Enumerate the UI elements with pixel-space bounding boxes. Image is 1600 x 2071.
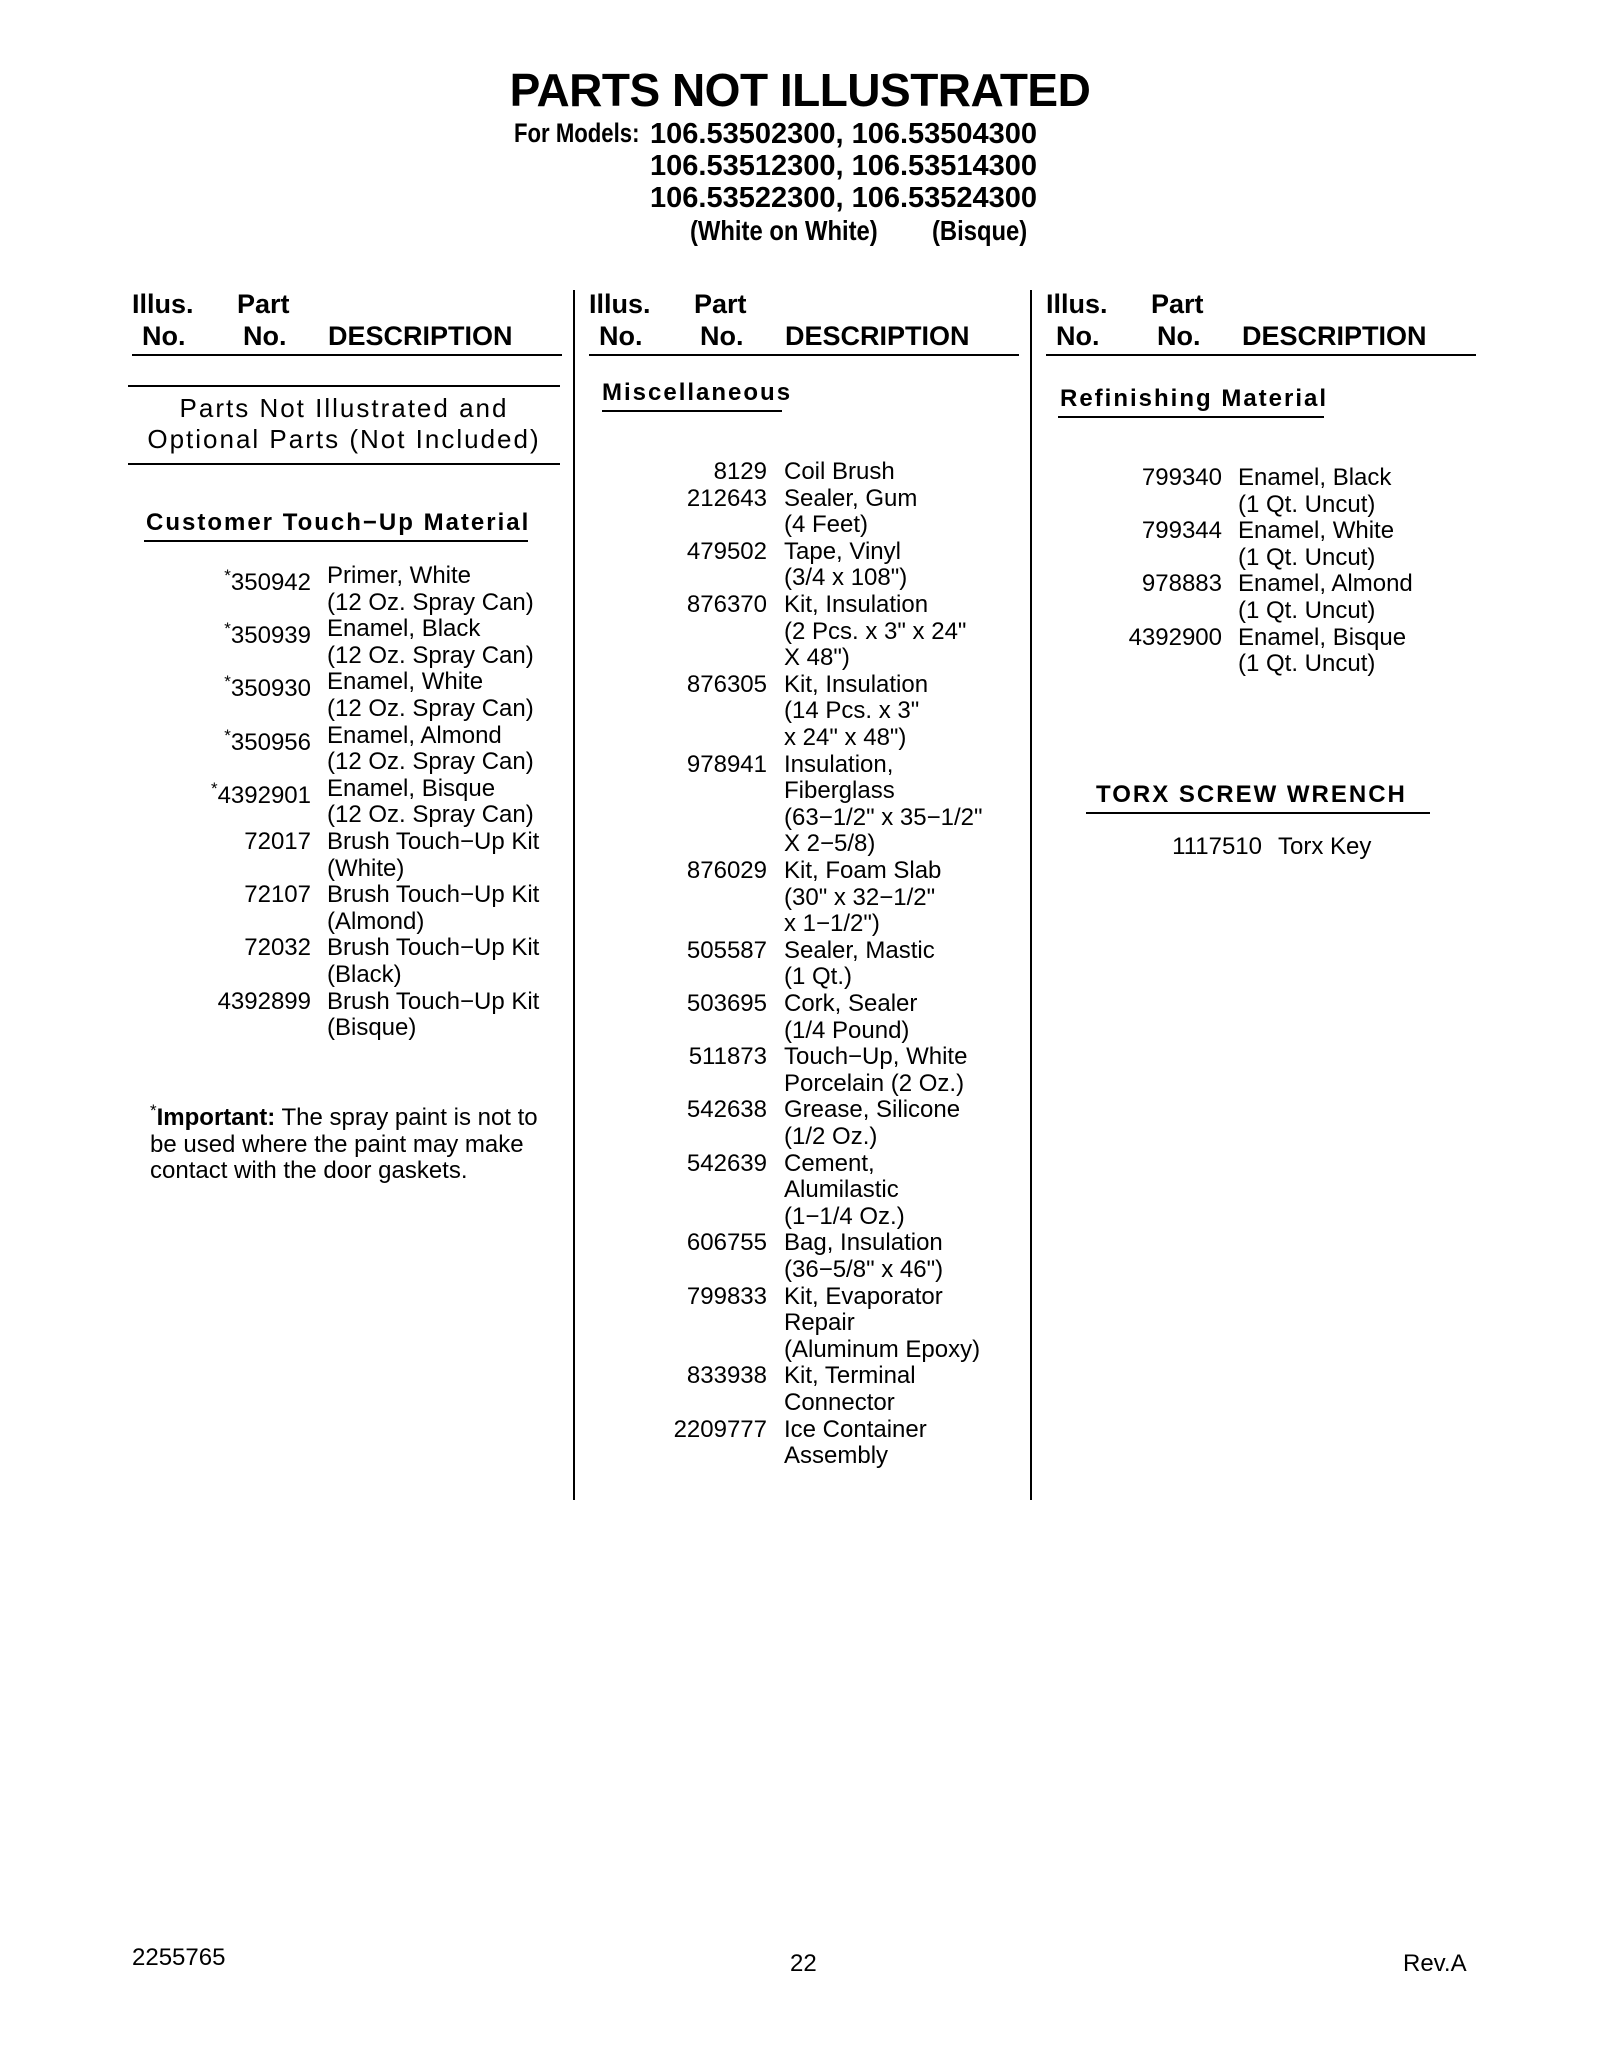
model-line-2: 106.53512300, 106.53514300 — [650, 150, 1038, 182]
part-description-continued: X 2−5/8) — [784, 830, 876, 858]
part-description: Enamel, White — [327, 668, 484, 696]
part-number — [689, 1044, 767, 1071]
part-number-text: 350930 — [230, 675, 311, 703]
part-number-text: 503695 — [686, 990, 767, 1017]
part-number-text: 350942 — [230, 569, 311, 596]
part-number — [687, 938, 767, 965]
part-number-text: 72107 — [244, 881, 311, 909]
part-row — [0, 518, 1600, 571]
part-description-continued: (3/4 x 108") — [784, 564, 908, 592]
part-number-text: 4392900 — [1128, 623, 1222, 651]
part-number — [1142, 571, 1222, 598]
part-description: Enamel, Bisque — [327, 774, 496, 802]
part-number — [687, 991, 767, 1018]
part-number-text: 2209777 — [673, 1415, 767, 1443]
finish-white-on-white: (White on White) — [690, 215, 878, 246]
note-top-rule — [128, 385, 560, 387]
section-customer-touch-up: Customer Touch−Up Material — [146, 509, 531, 536]
part-number — [687, 752, 767, 779]
part-row — [0, 625, 1600, 678]
part-number-text: 799340 — [1141, 464, 1222, 491]
part-number — [687, 858, 767, 885]
section-miscellaneous-underline — [602, 410, 782, 412]
part-description: Kit, Insulation — [784, 670, 929, 698]
part-number — [1142, 518, 1222, 545]
part-description-continued: Porcelain (2 Oz.) — [784, 1069, 965, 1097]
asterisk-marker: * — [224, 566, 231, 585]
col2-header-illus: Illus. — [589, 289, 651, 319]
part-description: Primer, White — [327, 562, 472, 589]
part-number-text: 511873 — [688, 1043, 767, 1071]
part-number-text: 799344 — [1141, 517, 1222, 545]
part-description-continued: (1 Qt. Uncut) — [1238, 490, 1376, 518]
part-description: Enamel, White — [1238, 517, 1395, 545]
parts-note-line-2: Optional Parts (Not Included) — [147, 424, 541, 454]
part-description: Kit, Foam Slab — [784, 857, 942, 884]
col2-header-description: DESCRIPTION — [785, 321, 970, 351]
part-description-continued: (1/2 Oz.) — [784, 1122, 878, 1150]
part-description: Sealer, Mastic — [784, 936, 935, 964]
part-description-continued: (Aluminum Epoxy) — [784, 1335, 981, 1363]
part-description-continued: Assembly — [784, 1442, 889, 1470]
part-description-continued: (Bisque) — [327, 1014, 417, 1042]
part-row — [0, 465, 1600, 518]
part-description-continued: (1/4 Pound) — [784, 1016, 910, 1044]
part-description-continued: x 1−1/2") — [784, 910, 880, 938]
part-description: Brush Touch−Up Kit — [327, 828, 540, 855]
part-description-continued: Repair — [784, 1309, 855, 1337]
part-description-continued: (63−1/2" x 35−1/2" — [784, 803, 983, 831]
part-description: Grease, Silicone — [784, 1096, 961, 1124]
part-description-continued: (12 Oz. Spray Can) — [327, 801, 534, 829]
part-description-continued: (1 Qt.) — [784, 963, 853, 991]
part-description: Sealer, Gum — [784, 484, 918, 512]
part-description-continued: (1 Qt. Uncut) — [1238, 596, 1376, 624]
part-description-continued: x 24" x 48") — [784, 723, 907, 751]
col2-header-illus-no: No. — [599, 321, 643, 351]
part-number — [1142, 465, 1222, 492]
part-description: Enamel, Almond — [1238, 570, 1413, 598]
part-row — [0, 987, 1600, 1044]
part-description-continued: (1 Qt. Uncut) — [1238, 543, 1376, 571]
part-number-text: 479502 — [686, 537, 767, 565]
models-label: For Models: — [514, 118, 640, 148]
part-row — [0, 938, 1600, 991]
part-description-continued: (4 Feet) — [784, 511, 869, 539]
part-description-continued: Fiberglass — [784, 777, 895, 805]
part-description: Brush Touch−Up Kit — [327, 881, 540, 909]
col3-header-part: Part — [1151, 289, 1204, 319]
part-description: Kit, Terminal — [784, 1362, 916, 1390]
part-number-text: 799833 — [686, 1282, 767, 1310]
col3-header-rule — [1046, 354, 1476, 356]
part-number — [687, 1097, 767, 1124]
part-description-continued: (2 Pcs. x 3" x 24" — [784, 617, 967, 645]
col1-header-illus-no: No. — [142, 321, 186, 351]
part-description: Enamel, Almond — [327, 721, 502, 749]
asterisk-marker: * — [224, 725, 231, 745]
part-description-continued: (12 Oz. Spray Can) — [327, 641, 534, 669]
part-description-continued: (36−5/8" x 46") — [784, 1255, 944, 1283]
part-number-text: 876029 — [686, 857, 767, 884]
col1-header-rule — [132, 354, 562, 356]
important-label: Important: — [156, 1104, 276, 1131]
section-refinishing-material-underline — [1058, 416, 1324, 418]
part-number — [687, 1284, 767, 1311]
part-number-text: 542639 — [686, 1149, 767, 1177]
part-description-continued: X 48") — [784, 644, 850, 672]
section-refinishing-material: Refinishing Material — [1060, 385, 1329, 412]
parts-note-line-1: Parts Not Illustrated and — [179, 393, 509, 423]
part-number-text: 606755 — [686, 1229, 767, 1257]
part-number — [674, 1417, 767, 1444]
part-row — [0, 1363, 1600, 1416]
finish-bisque: (Bisque) — [932, 215, 1028, 246]
part-description-continued: (White) — [327, 854, 405, 882]
model-line-1: 106.53502300, 106.53504300 — [650, 118, 1038, 150]
part-description: Brush Touch−Up Kit — [327, 934, 540, 962]
part-description-continued: (Black) — [327, 960, 402, 988]
part-number-text: 8129 — [713, 458, 767, 485]
part-description: Touch−Up, White — [784, 1043, 968, 1071]
part-row — [0, 1284, 1600, 1364]
part-number-text: 4392899 — [217, 987, 311, 1015]
part-description-continued: (12 Oz. Spray Can) — [327, 694, 534, 722]
part-description: Tape, Vinyl — [784, 537, 901, 565]
part-description: Kit, Evaporator — [784, 1282, 943, 1310]
section-torx-underline — [1086, 812, 1430, 814]
part-description: Cork, Sealer — [784, 990, 918, 1017]
part-description: Coil Brush — [784, 458, 895, 485]
part-number-text: 212643 — [686, 484, 767, 512]
part-number-text: 4392901 — [217, 781, 311, 809]
part-number-text: 978883 — [1141, 570, 1222, 598]
part-number-text: 350956 — [230, 728, 311, 756]
part-description-continued: (12 Oz. Spray Can) — [327, 588, 534, 616]
part-description-continued: Alumilastic — [784, 1176, 899, 1204]
page-title: PARTS NOT ILLUSTRATED — [509, 64, 1091, 116]
part-number-text: 833938 — [686, 1362, 767, 1390]
part-number-text: 876305 — [686, 670, 767, 698]
page-number: 22 — [790, 1950, 817, 1977]
col3-header-illus: Illus. — [1046, 289, 1108, 319]
col3-header-description: DESCRIPTION — [1242, 321, 1427, 351]
part-description: Bag, Insulation — [784, 1229, 943, 1257]
part-number-text: 505587 — [686, 936, 767, 964]
part-number — [687, 1230, 767, 1257]
part-description-continued: Connector — [784, 1388, 895, 1416]
asterisk-marker: * — [224, 619, 231, 639]
part-number-text: 72017 — [244, 828, 311, 855]
part-number — [687, 1363, 767, 1390]
part-description: Brush Touch−Up Kit — [327, 987, 540, 1015]
torx-part-number: 1117510 — [1172, 833, 1262, 860]
part-description: Kit, Insulation — [784, 591, 929, 618]
parts-note — [128, 393, 560, 455]
part-row — [0, 1097, 1600, 1150]
part-description-continued: (1−1/4 Oz.) — [784, 1202, 905, 1230]
part-description: Ice Container — [784, 1415, 927, 1443]
col1-header-part-no: No. — [243, 321, 287, 351]
part-description-continued: (30" x 32−1/2" — [784, 883, 936, 911]
part-number-text: 542638 — [686, 1096, 767, 1124]
part-description: Cement, — [784, 1149, 875, 1177]
part-description-continued: (Almond) — [327, 907, 425, 935]
section-miscellaneous: Miscellaneous — [602, 379, 793, 406]
part-row — [0, 672, 1600, 752]
col3-header-illus-no: No. — [1056, 321, 1100, 351]
part-row — [0, 571, 1600, 624]
model-line-3: 106.53522300, 106.53524300 — [650, 182, 1038, 214]
part-number-text: 72032 — [244, 934, 311, 962]
part-number — [1129, 625, 1222, 652]
col3-header-part-no: No. — [1157, 321, 1201, 351]
asterisk-marker: * — [210, 778, 218, 798]
part-description: Enamel, Bisque — [1238, 623, 1407, 651]
part-number-text: 978941 — [686, 750, 767, 778]
part-row — [0, 1044, 1600, 1097]
col1-header-part: Part — [237, 289, 290, 319]
part-description-continued: (14 Pcs. x 3" — [784, 697, 920, 725]
section-torx-screw-wrench: TORX SCREW WRENCH — [1096, 781, 1407, 808]
part-row — [0, 854, 1600, 938]
part-row — [0, 1230, 1600, 1283]
part-number — [687, 1151, 767, 1178]
part-description-continued: (12 Oz. Spray Can) — [327, 748, 534, 776]
asterisk-marker: * — [224, 672, 231, 692]
part-row — [0, 1417, 1600, 1470]
col2-header-rule — [589, 354, 1019, 356]
part-description: Enamel, Black — [327, 615, 481, 643]
important-text: The spray paint is not to be used where the paint may make contact with the door gaskets. — [150, 1104, 538, 1185]
part-description-continued: (1 Qt. Uncut) — [1238, 650, 1376, 678]
important-asterisk: * — [150, 1101, 157, 1120]
part-number-text: 350939 — [230, 622, 311, 650]
part-description: Insulation, — [784, 750, 894, 778]
col2-header-part-no: No. — [700, 321, 744, 351]
part-row — [0, 1151, 1600, 1231]
part-number-text: 876370 — [686, 591, 767, 618]
col1-header-illus: Illus. — [132, 289, 194, 319]
torx-description: Torx Key — [1278, 833, 1372, 860]
revision: Rev.A — [1403, 1950, 1467, 1977]
col1-header-description: DESCRIPTION — [328, 321, 513, 351]
part-description: Enamel, Black — [1238, 464, 1392, 491]
document-number: 2255765 — [132, 1944, 226, 1971]
col2-header-part: Part — [694, 289, 747, 319]
